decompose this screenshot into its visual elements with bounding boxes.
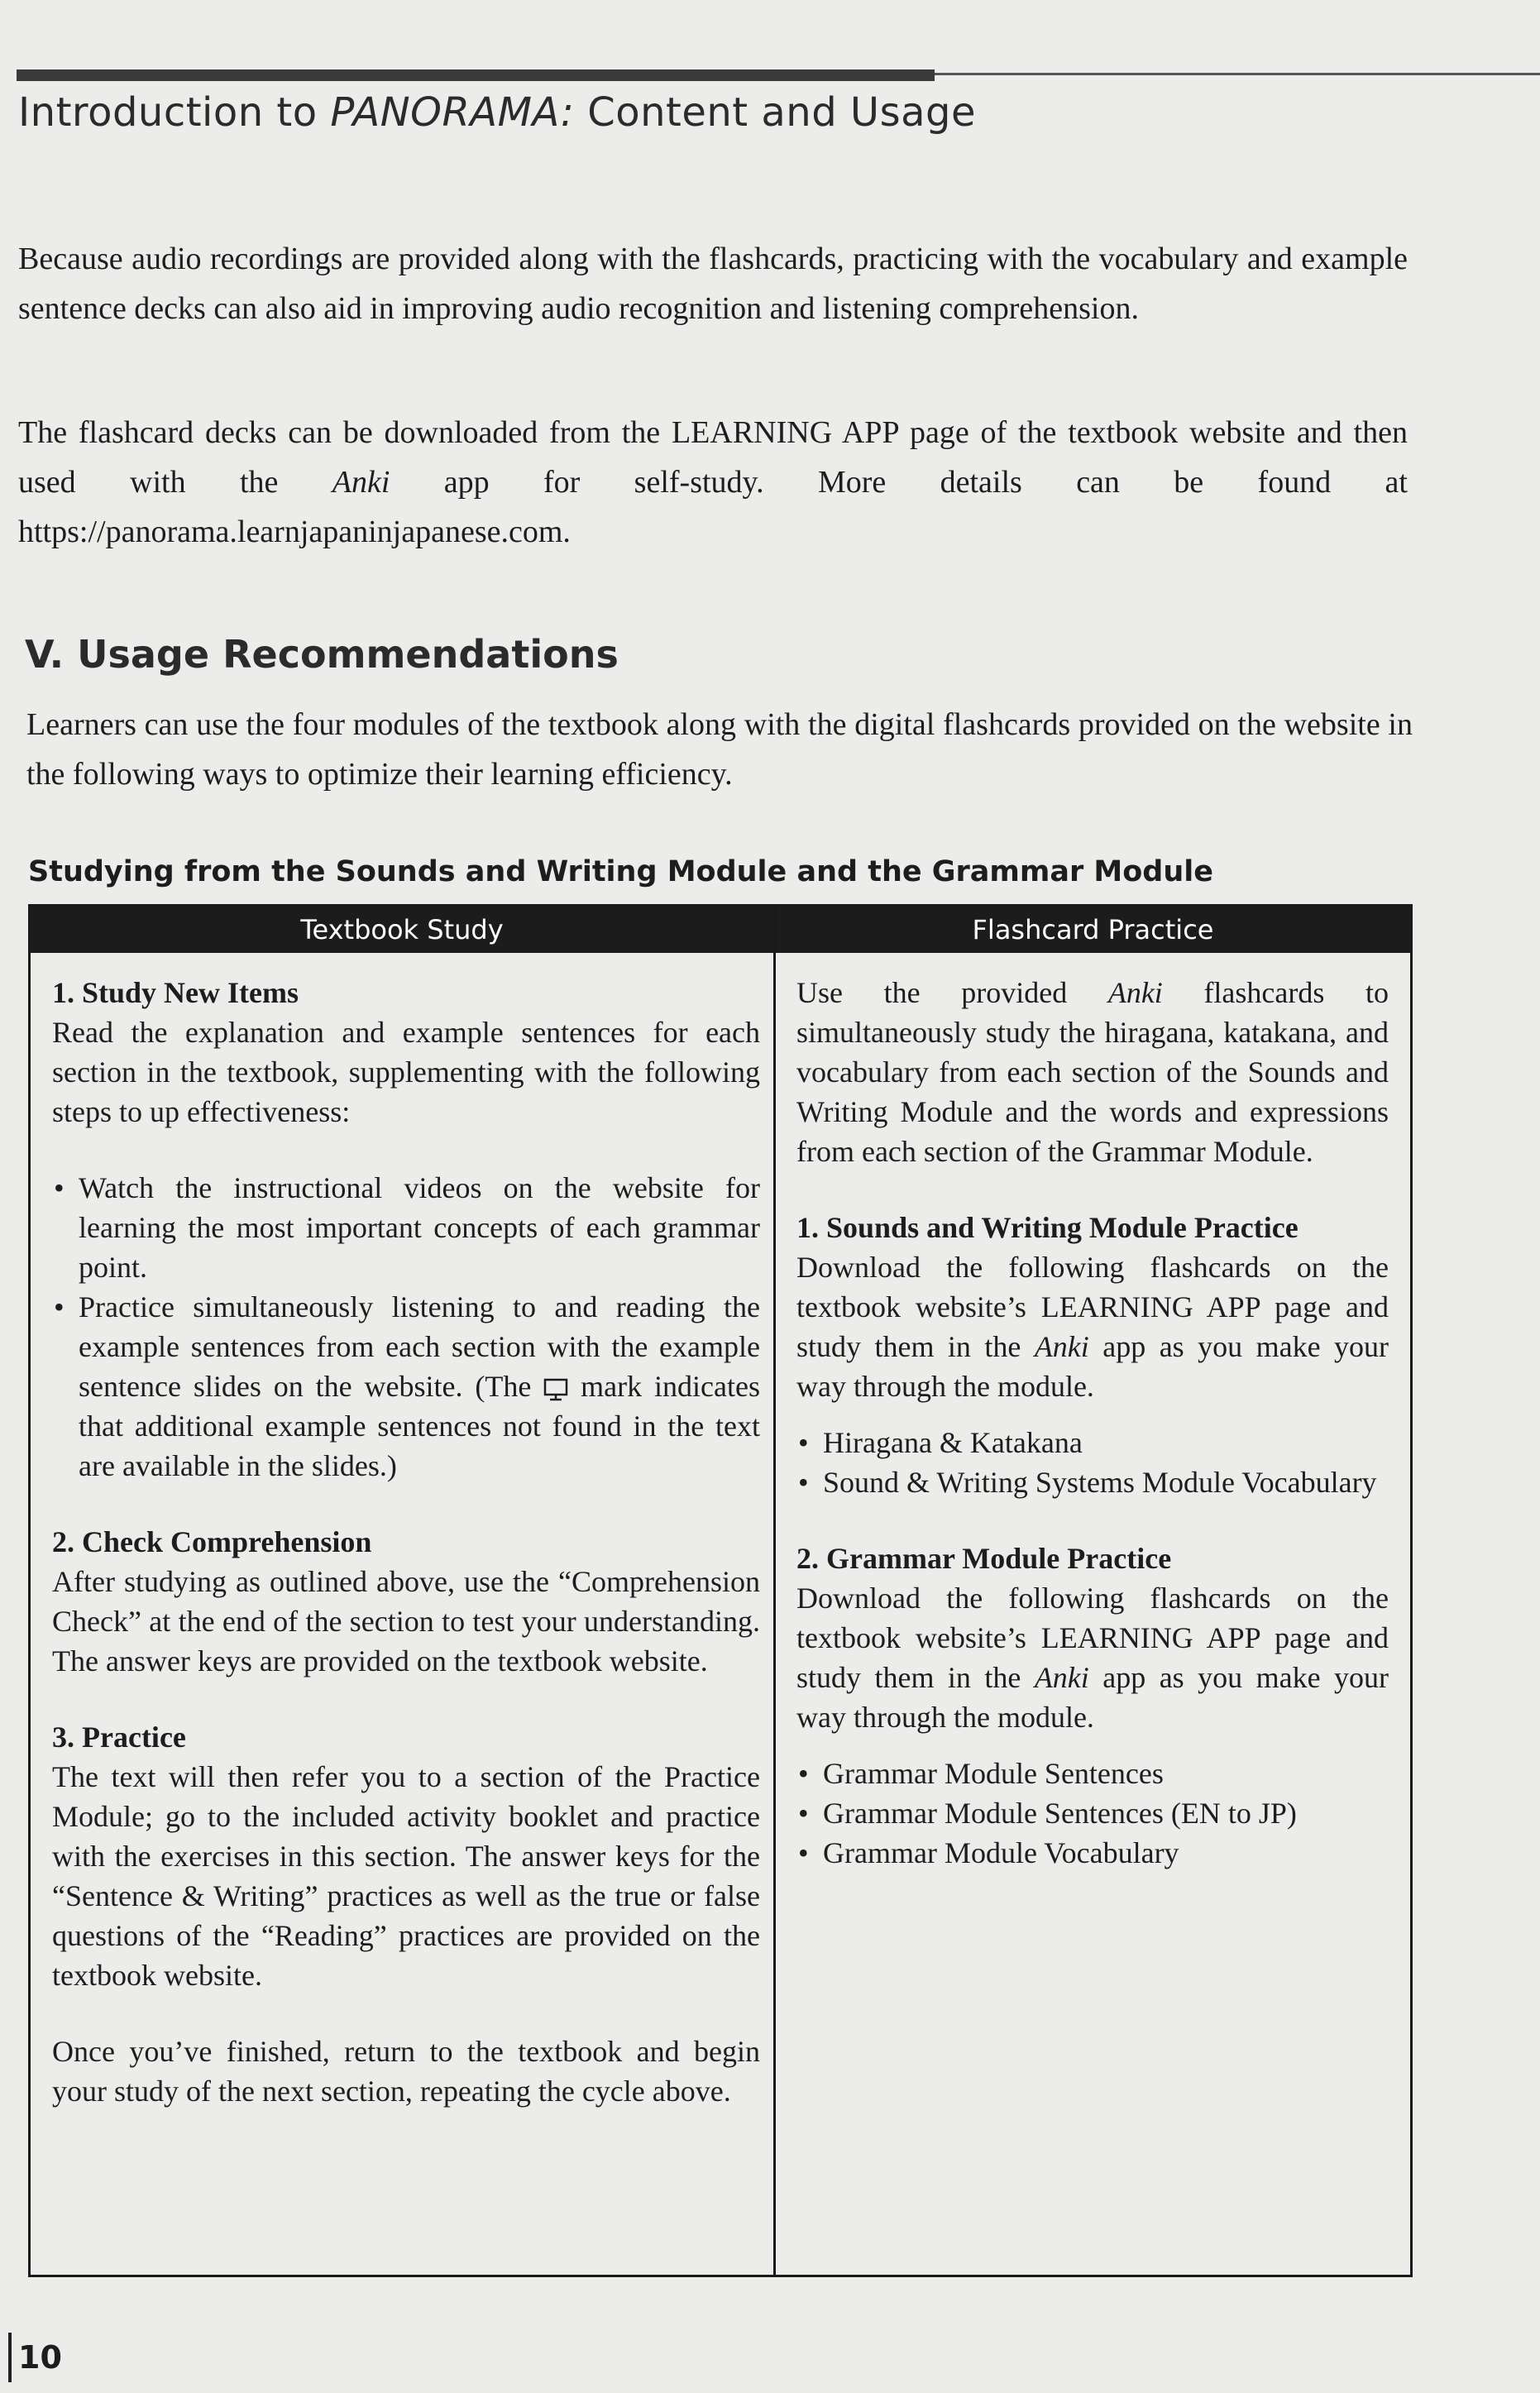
check-comprehension-text: After studying as outlined above, use the “Comprehension Check” at the end of the section to test your understanding. The answer keys are provided on the textbook website. xyxy=(52,1565,760,1677)
page-header-title xyxy=(18,89,976,136)
table-column-divider xyxy=(773,907,776,2275)
flashcard-intro-anki: Anki xyxy=(1107,976,1163,1009)
bullet2-text-a: Practice simultaneously listening to and reading the example sentences from each section with the example sentence slides on the website. (The xyxy=(79,1290,760,1403)
gm-text-b: app as you make your way through the module. xyxy=(796,1661,1389,1734)
list-item: • Hiragana & Katakana xyxy=(796,1423,1389,1462)
sw-anki: Anki xyxy=(1034,1330,1089,1363)
study-table xyxy=(28,904,1413,2277)
grammar-deck-list xyxy=(796,1754,1389,1873)
sounds-writing-practice-title: 1. Sounds and Writing Module Practice xyxy=(796,1211,1298,1244)
section-text: Learners can use the four modules of the textbook along with the digital flashcards provided on the website in the following ways to optimize their learning efficiency. xyxy=(26,707,1413,792)
intro-p2-anki: Anki xyxy=(332,465,390,500)
flashcard-intro-b: flashcards to simultaneously study the hiragana, katakana, and vocabulary from each section of the Sounds and Writing Module and the words and expressions from each section of the Grammar Module. xyxy=(796,976,1389,1168)
intro-paragraph-1: Because audio recordings are provided along with the flashcards, practicing with the vocabulary and example sentence decks can also aid in improving audio recognition and listening comprehension. xyxy=(18,242,1408,326)
header-title-suffix: Content and Usage xyxy=(574,89,976,136)
gm-text-a: Download the following flashcards on the textbook website’s LEARNING APP page and study them in the xyxy=(796,1582,1389,1694)
study-steps-list xyxy=(52,1168,760,1486)
grammar-practice-text xyxy=(796,1578,1389,1737)
intro-p2-text-b: app for self-study. More details can be found at https://panorama.learnjapaninjapanese.com. xyxy=(18,465,1408,549)
gm-anki: Anki xyxy=(1034,1661,1089,1694)
textbook-study-cell xyxy=(52,973,760,2111)
list-item: • Grammar Module Sentences xyxy=(796,1754,1389,1793)
list-item: • Sound & Writing Systems Module Vocabulary xyxy=(796,1462,1389,1502)
slide-screen-icon xyxy=(543,1378,568,1401)
grammar-practice-title: 2. Grammar Module Practice xyxy=(796,1542,1172,1575)
sounds-writing-practice-text xyxy=(796,1247,1389,1406)
header-title-italic: PANORAMA: xyxy=(330,89,575,136)
page-number: 10 xyxy=(18,2339,62,2376)
list-item xyxy=(52,1287,760,1486)
sw-text-b: app as you make your way through the module. xyxy=(796,1330,1389,1403)
flashcard-intro-a: Use the provided xyxy=(796,976,1108,1009)
bullet2-text-b: mark indicates that additional example sentences not found in the text are available in the slides.) xyxy=(79,1370,760,1482)
flashcard-practice-cell xyxy=(796,973,1389,1873)
sw-text-a: Download the following flashcards on the textbook website’s LEARNING APP page and study them in the xyxy=(796,1251,1389,1363)
intro-paragraph-2 xyxy=(18,408,1408,557)
header-title-prefix: Introduction to xyxy=(18,89,331,136)
list-item: • Watch the instructional videos on the website for learning the most important concepts of each grammar point. xyxy=(52,1168,760,1287)
table-header-textbook-study: Textbook Study xyxy=(31,907,773,953)
table-subheading: Studying from the Sounds and Writing Module and the Grammar Module xyxy=(28,855,1214,888)
list-item: • Grammar Module Sentences (EN to JP) xyxy=(796,1793,1389,1833)
section-heading: V. Usage Recommendations xyxy=(25,632,619,677)
page-number-bar xyxy=(8,2333,12,2382)
table-header-flashcard-practice: Flashcard Practice xyxy=(776,907,1410,953)
intro-p2-text-a: The flashcard decks can be downloaded from the LEARNING APP page of the textbook website and then used with the xyxy=(18,415,1408,500)
header-rule-line xyxy=(935,73,1540,75)
study-new-items-title: 1. Study New Items xyxy=(52,976,299,1009)
header-rule-bar xyxy=(17,69,935,81)
practice-text: The text will then refer you to a section of the Practice Module; go to the included activity booklet and practice with the exercises in this section. The answer keys for the “Sentence & Writing” practices as well as the true or false questions of the “Reading” practices are provided on the textbook website. xyxy=(52,1760,760,1992)
sounds-writing-deck-list xyxy=(796,1423,1389,1502)
check-comprehension-title: 2. Check Comprehension xyxy=(52,1525,372,1558)
closing-text: Once you’ve finished, return to the textbook and begin your study of the next section, repeating the cycle above. xyxy=(52,2035,760,2108)
list-item: • Grammar Module Vocabulary xyxy=(796,1833,1389,1873)
study-new-items-text: Read the explanation and example sentences for each section in the textbook, supplementing with the following steps to up effectiveness: xyxy=(52,1016,760,1128)
flashcard-intro xyxy=(796,973,1389,1171)
practice-title: 3. Practice xyxy=(52,1721,186,1754)
